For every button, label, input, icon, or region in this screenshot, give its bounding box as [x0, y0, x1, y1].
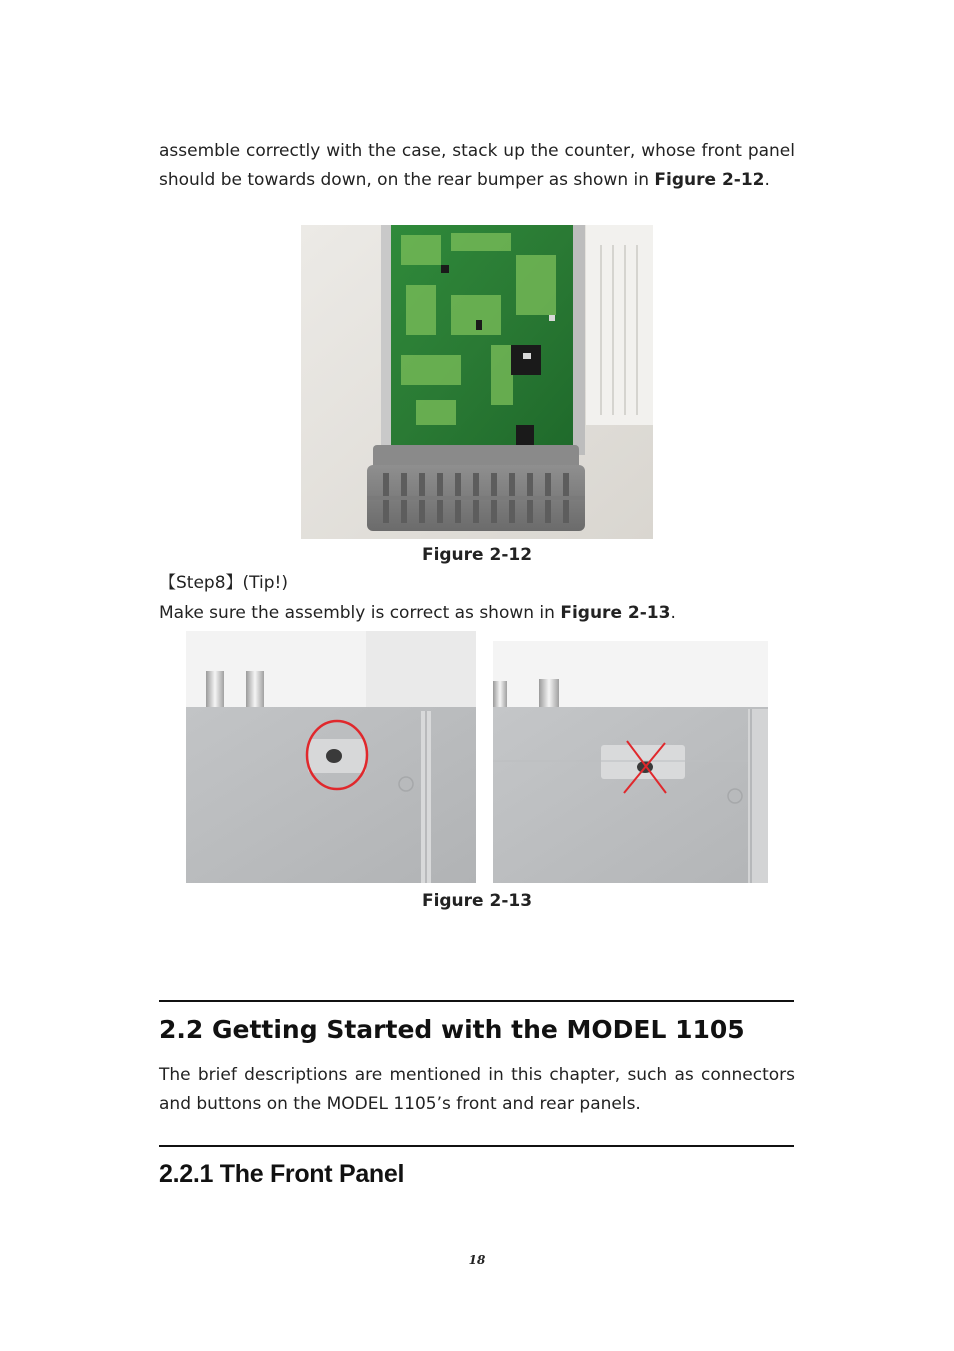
figure-2-12-caption: Figure 2-12	[421, 545, 533, 565]
step8-paragraph	[159, 599, 795, 628]
figure-2-13-correct-photo	[186, 631, 476, 883]
figure-2-12-photo	[301, 225, 653, 539]
figure-ref-2-13: Figure 2-13	[560, 603, 671, 623]
intro-paragraph	[159, 137, 795, 195]
section-heading-2-2-1: 2.2.1 The Front Panel	[159, 1160, 405, 1188]
intro-text-end: .	[764, 170, 770, 190]
figure-2-13-incorrect-photo	[493, 641, 768, 883]
intro-text: assemble correctly with the case, stack up the counter, whose front panel should be towards down, on the rear bumper as shown in	[159, 141, 795, 190]
step8-text-end: .	[670, 603, 676, 623]
figure-ref-2-12: Figure 2-12	[654, 170, 765, 190]
step8-label: 【Step8】(Tip!)	[159, 573, 288, 593]
subsection-rule	[159, 1145, 794, 1147]
figure-2-13-caption: Figure 2-13	[421, 891, 533, 911]
section-rule	[159, 1000, 794, 1002]
section-2-2-body: The brief descriptions are mentioned in this chapter, such as connectors and buttons on the MODEL 1105’s front and rear panels.	[159, 1065, 795, 1114]
step8-text: Make sure the assembly is correct as shown in	[159, 603, 561, 623]
section-heading-2-2: 2.2 Getting Started with the MODEL 1105	[159, 1015, 745, 1044]
page-number: 18	[468, 1253, 486, 1267]
